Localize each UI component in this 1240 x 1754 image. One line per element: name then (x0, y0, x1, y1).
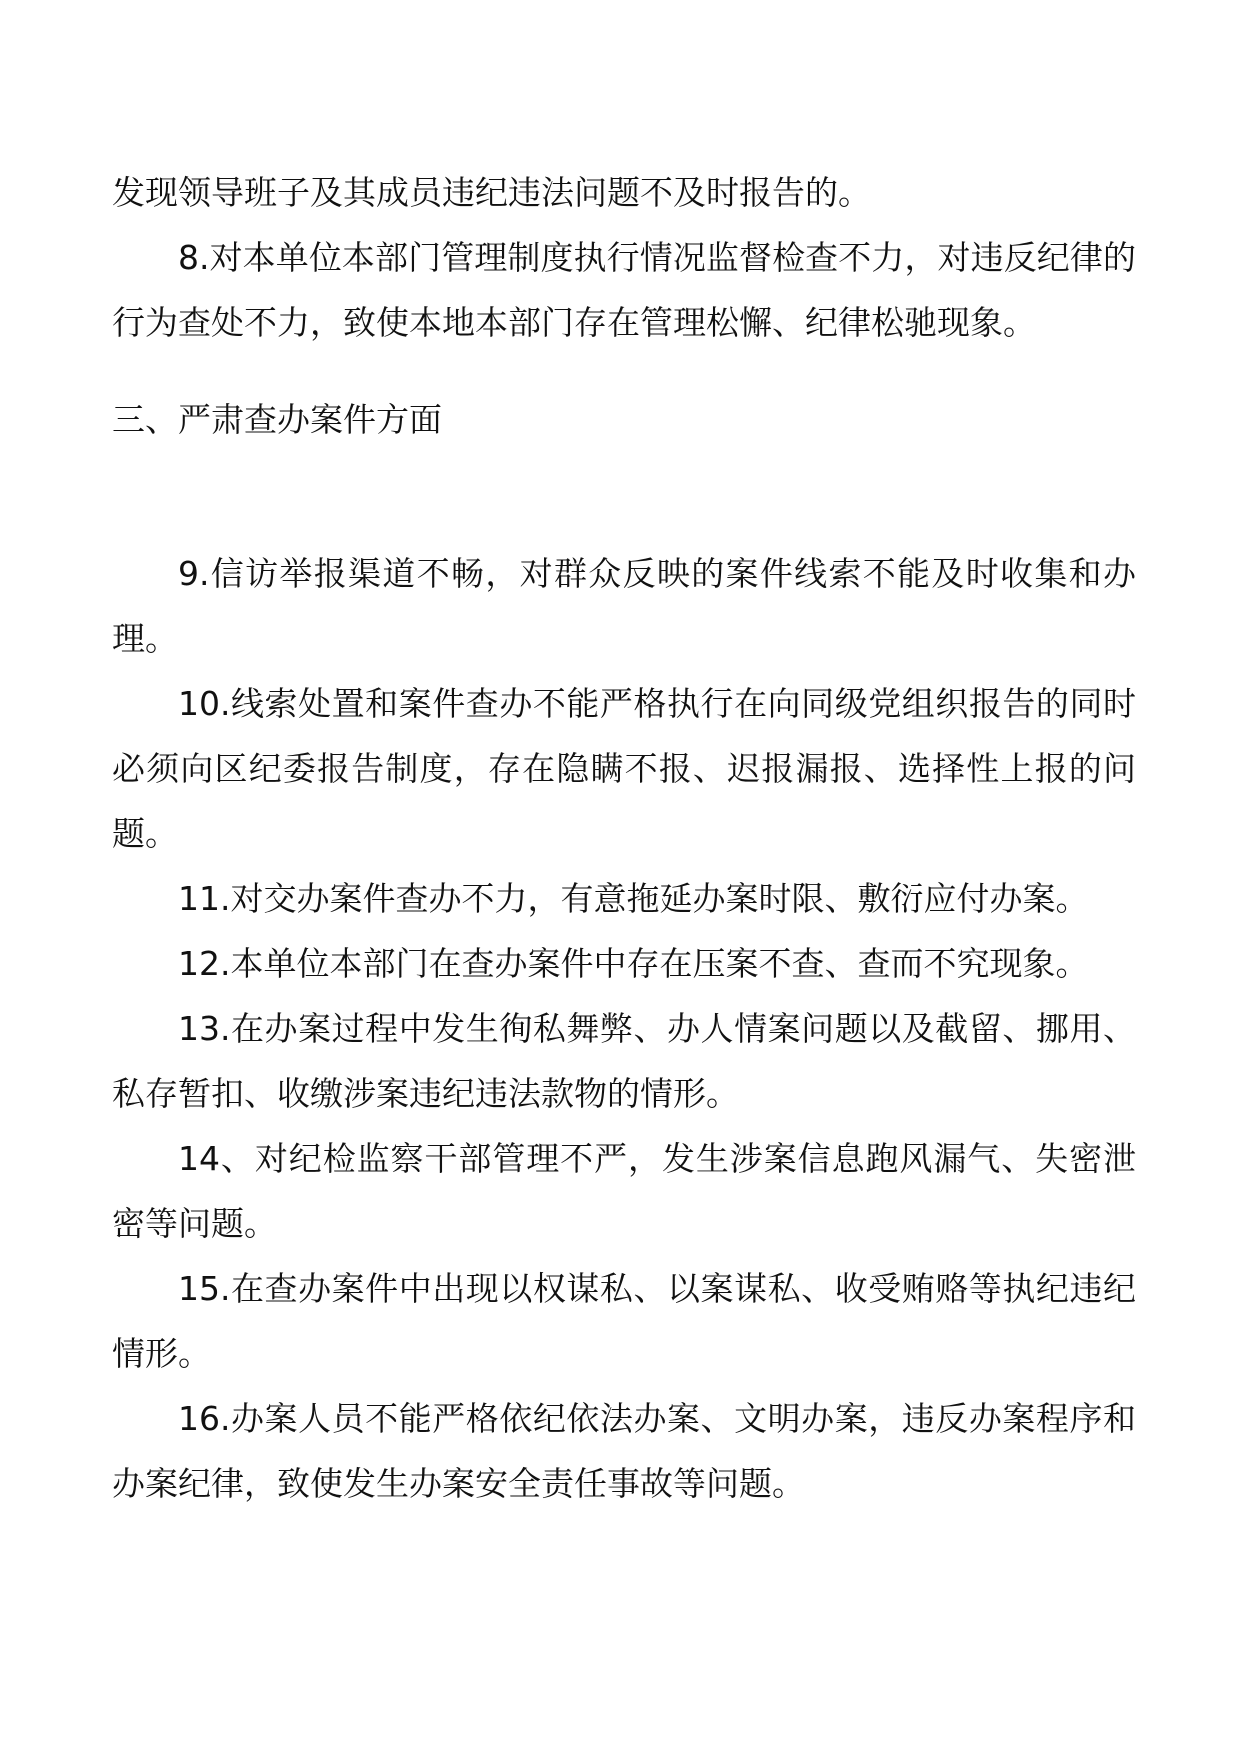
paragraph-item-10: 10.线索处置和案件查办不能严格执行在向同级党组织报告的同时必须向区纪委报告制度，存在隐瞒不报、迟报漏报、选择性上报的问题。 (112, 684, 1136, 853)
paragraph-item-13: 13.在办案过程中发生徇私舞弊、办人情案问题以及截留、挪用、私存暂扣、收缴涉案违纪违法款物的情形。 (112, 1009, 1136, 1113)
paragraph-continuation: 发现领导班子及其成员违纪违法问题不及时报告的。 (112, 173, 871, 212)
paragraph-item-15: 15.在查办案件中出现以权谋私、以案谋私、收受贿赂等执纪违纪情形。 (112, 1269, 1136, 1373)
paragraph-item-11: 11.对交办案件查办不力，有意拖延办案时限、敷衍应付办案。 (178, 879, 1089, 918)
section-heading: 三、严肃查办案件方面 (112, 400, 442, 439)
paragraph-item-16: 16.办案人员不能严格依纪依法办案、文明办案，违反办案程序和办案纪律，致使发生办案安全责任事故等问题。 (112, 1399, 1136, 1503)
paragraph-item-8: 8.对本单位本部门管理制度执行情况监督检查不力，对违反纪律的行为查处不力，致使本地本部门存在管理松懈、纪律松驰现象。 (112, 238, 1136, 342)
paragraph-item-9: 9.信访举报渠道不畅，对群众反映的案件线索不能及时收集和办理。 (112, 554, 1136, 658)
paragraph-item-14: 14、对纪检监察干部管理不严，发生涉案信息跑风漏气、失密泄密等问题。 (112, 1139, 1136, 1243)
document-body (112, 160, 1136, 1516)
paragraph-item-12: 12.本单位本部门在查办案件中存在压案不查、查而不究现象。 (178, 944, 1089, 983)
